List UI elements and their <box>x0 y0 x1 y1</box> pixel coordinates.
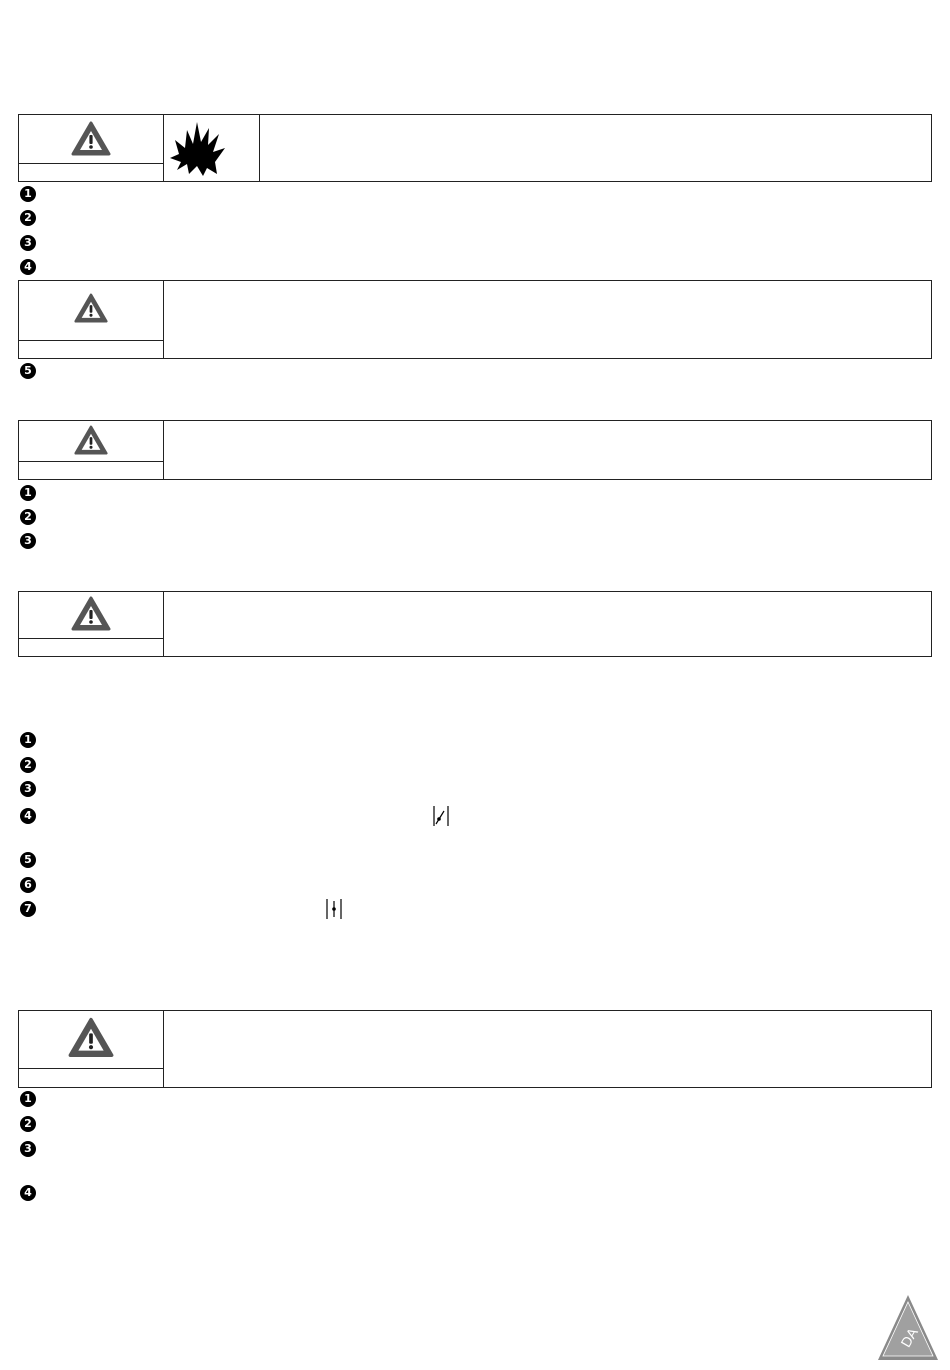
cell-divider <box>19 1068 163 1069</box>
step-marker: 2 <box>20 1116 36 1132</box>
warning-box <box>18 420 932 480</box>
cell-divider <box>19 461 163 462</box>
cell-divider <box>19 340 163 341</box>
step-marker: 1 <box>20 186 36 202</box>
explosion-icon-cell <box>163 115 260 181</box>
step-marker: 1 <box>20 1091 36 1107</box>
cell-divider <box>19 163 163 164</box>
warning-icon-cell <box>19 592 164 656</box>
cell-divider <box>19 638 163 639</box>
warning-triangle-icon <box>74 293 108 324</box>
step-marker: 5 <box>20 852 36 868</box>
warning-icon-cell <box>19 281 164 358</box>
corner-triangle-logo <box>876 1292 940 1364</box>
warning-triangle-icon <box>74 425 108 456</box>
warning-icon-cell <box>19 115 164 181</box>
step-marker: 5 <box>20 363 36 379</box>
step-marker: 2 <box>20 757 36 773</box>
logo-text: DA <box>897 1325 921 1350</box>
step-marker: 4 <box>20 259 36 275</box>
step-marker: 1 <box>20 732 36 748</box>
step-marker: 7 <box>20 901 36 917</box>
step-marker: 2 <box>20 509 36 525</box>
warning-box <box>18 591 932 657</box>
step-marker: 6 <box>20 877 36 893</box>
step-marker: 3 <box>20 533 36 549</box>
warning-box-explosion <box>18 114 932 182</box>
switch-open-symbol-icon <box>431 805 451 827</box>
step-marker: 3 <box>20 781 36 797</box>
explosion-icon <box>167 118 233 178</box>
step-marker: 4 <box>20 1185 36 1201</box>
step-marker: 3 <box>20 235 36 251</box>
warning-triangle-icon <box>71 596 111 632</box>
warning-box <box>18 280 932 359</box>
step-marker: 4 <box>20 808 36 824</box>
warning-triangle-icon <box>71 121 111 157</box>
warning-triangle-icon <box>68 1017 114 1059</box>
warning-icon-cell <box>19 1011 164 1087</box>
step-marker: 3 <box>20 1141 36 1157</box>
warning-box <box>18 1010 932 1088</box>
step-marker: 2 <box>20 210 36 226</box>
step-marker: 1 <box>20 485 36 501</box>
switch-closed-symbol-icon <box>324 898 344 920</box>
warning-icon-cell <box>19 421 164 479</box>
